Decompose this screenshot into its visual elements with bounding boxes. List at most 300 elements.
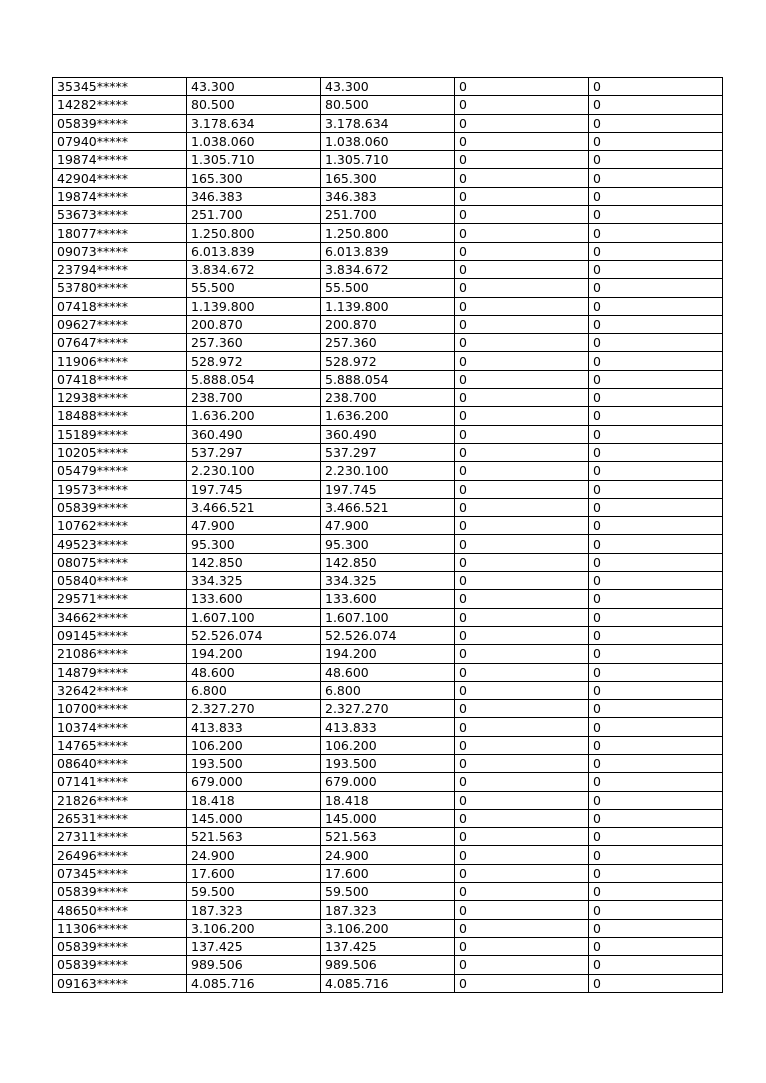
table-row: [53, 169, 723, 187]
zero-cell-2: 0: [589, 846, 723, 864]
table-row: [53, 937, 723, 955]
id-cell: 18488*****: [53, 407, 187, 425]
zero-cell: 0: [455, 919, 589, 937]
id-cell: 14282*****: [53, 96, 187, 114]
amount-cell: 360.490: [187, 425, 321, 443]
id-cell: 05839*****: [53, 937, 187, 955]
zero-cell: 0: [455, 260, 589, 278]
amount-cell: 238.700: [187, 389, 321, 407]
id-cell: 32642*****: [53, 681, 187, 699]
amount-repeat-cell: 133.600: [321, 590, 455, 608]
zero-cell-2: 0: [589, 974, 723, 992]
id-cell: 10762*****: [53, 517, 187, 535]
zero-cell-2: 0: [589, 572, 723, 590]
amount-repeat-cell: 5.888.054: [321, 370, 455, 388]
table-row: [53, 187, 723, 205]
zero-cell-2: 0: [589, 919, 723, 937]
amount-repeat-cell: 48.600: [321, 663, 455, 681]
zero-cell-2: 0: [589, 645, 723, 663]
zero-cell: 0: [455, 791, 589, 809]
amount-repeat-cell: 1.038.060: [321, 132, 455, 150]
amount-repeat-cell: 106.200: [321, 736, 455, 754]
amount-repeat-cell: 4.085.716: [321, 974, 455, 992]
zero-cell: 0: [455, 462, 589, 480]
zero-cell-2: 0: [589, 937, 723, 955]
zero-cell: 0: [455, 96, 589, 114]
table-row: [53, 901, 723, 919]
amount-cell: 257.360: [187, 334, 321, 352]
amount-cell: 59.500: [187, 883, 321, 901]
zero-cell: 0: [455, 187, 589, 205]
table-row: [53, 809, 723, 827]
amount-repeat-cell: 1.636.200: [321, 407, 455, 425]
zero-cell-2: 0: [589, 224, 723, 242]
zero-cell-2: 0: [589, 114, 723, 132]
amount-repeat-cell: 521.563: [321, 828, 455, 846]
amount-repeat-cell: 413.833: [321, 718, 455, 736]
zero-cell: 0: [455, 443, 589, 461]
id-cell: 42904*****: [53, 169, 187, 187]
amount-cell: 145.000: [187, 809, 321, 827]
id-cell: 05479*****: [53, 462, 187, 480]
amount-repeat-cell: 2.230.100: [321, 462, 455, 480]
table-row: [53, 791, 723, 809]
zero-cell-2: 0: [589, 443, 723, 461]
id-cell: 05840*****: [53, 572, 187, 590]
zero-cell-2: 0: [589, 407, 723, 425]
table-row: [53, 736, 723, 754]
table-row: [53, 681, 723, 699]
amount-cell: 52.526.074: [187, 626, 321, 644]
zero-cell: 0: [455, 572, 589, 590]
zero-cell-2: 0: [589, 352, 723, 370]
table-row: [53, 663, 723, 681]
amount-repeat-cell: 200.870: [321, 315, 455, 333]
zero-cell: 0: [455, 151, 589, 169]
amount-cell: 1.250.800: [187, 224, 321, 242]
zero-cell-2: 0: [589, 132, 723, 150]
id-cell: 26531*****: [53, 809, 187, 827]
amount-repeat-cell: 537.297: [321, 443, 455, 461]
zero-cell: 0: [455, 956, 589, 974]
id-cell: 10374*****: [53, 718, 187, 736]
id-cell: 07141*****: [53, 773, 187, 791]
table-row: [53, 590, 723, 608]
amount-repeat-cell: 1.305.710: [321, 151, 455, 169]
id-cell: 09145*****: [53, 626, 187, 644]
amount-cell: 1.038.060: [187, 132, 321, 150]
table-row: [53, 242, 723, 260]
id-cell: 05839*****: [53, 114, 187, 132]
id-cell: 11906*****: [53, 352, 187, 370]
table-row: [53, 498, 723, 516]
table-row: [53, 956, 723, 974]
amount-repeat-cell: 194.200: [321, 645, 455, 663]
amount-cell: 1.607.100: [187, 608, 321, 626]
table-row: [53, 535, 723, 553]
zero-cell: 0: [455, 736, 589, 754]
id-cell: 07418*****: [53, 370, 187, 388]
table-row: [53, 224, 723, 242]
id-cell: 07345*****: [53, 864, 187, 882]
zero-cell: 0: [455, 901, 589, 919]
table-row: [53, 206, 723, 224]
table-row: [53, 754, 723, 772]
amount-cell: 989.506: [187, 956, 321, 974]
zero-cell-2: 0: [589, 96, 723, 114]
amount-repeat-cell: 95.300: [321, 535, 455, 553]
amount-cell: 193.500: [187, 754, 321, 772]
zero-cell: 0: [455, 809, 589, 827]
amount-repeat-cell: 197.745: [321, 480, 455, 498]
zero-cell: 0: [455, 425, 589, 443]
amount-repeat-cell: 3.178.634: [321, 114, 455, 132]
zero-cell: 0: [455, 681, 589, 699]
amount-cell: 537.297: [187, 443, 321, 461]
id-cell: 09627*****: [53, 315, 187, 333]
zero-cell: 0: [455, 535, 589, 553]
id-cell: 21826*****: [53, 791, 187, 809]
zero-cell-2: 0: [589, 608, 723, 626]
zero-cell-2: 0: [589, 206, 723, 224]
zero-cell: 0: [455, 297, 589, 315]
id-cell: 19874*****: [53, 151, 187, 169]
amount-cell: 413.833: [187, 718, 321, 736]
table-row: [53, 389, 723, 407]
zero-cell: 0: [455, 590, 589, 608]
zero-cell-2: 0: [589, 883, 723, 901]
zero-cell: 0: [455, 773, 589, 791]
amount-cell: 133.600: [187, 590, 321, 608]
id-cell: 23794*****: [53, 260, 187, 278]
table-row: [53, 151, 723, 169]
amount-cell: 24.900: [187, 846, 321, 864]
amount-repeat-cell: 679.000: [321, 773, 455, 791]
table-row: [53, 974, 723, 992]
amount-cell: 137.425: [187, 937, 321, 955]
id-cell: 35345*****: [53, 78, 187, 96]
zero-cell-2: 0: [589, 370, 723, 388]
amount-cell: 251.700: [187, 206, 321, 224]
amount-repeat-cell: 59.500: [321, 883, 455, 901]
zero-cell-2: 0: [589, 517, 723, 535]
table-row: [53, 370, 723, 388]
amount-cell: 55.500: [187, 279, 321, 297]
table-row: [53, 279, 723, 297]
id-cell: 19874*****: [53, 187, 187, 205]
id-cell: 12938*****: [53, 389, 187, 407]
zero-cell: 0: [455, 78, 589, 96]
amount-cell: 197.745: [187, 480, 321, 498]
amount-cell: 165.300: [187, 169, 321, 187]
zero-cell: 0: [455, 937, 589, 955]
id-cell: 10700*****: [53, 700, 187, 718]
zero-cell-2: 0: [589, 462, 723, 480]
amount-cell: 142.850: [187, 553, 321, 571]
table-row: [53, 132, 723, 150]
zero-cell: 0: [455, 480, 589, 498]
amount-cell: 6.800: [187, 681, 321, 699]
amount-repeat-cell: 17.600: [321, 864, 455, 882]
table-row: [53, 608, 723, 626]
id-cell: 05839*****: [53, 956, 187, 974]
table-row: [53, 718, 723, 736]
zero-cell: 0: [455, 114, 589, 132]
zero-cell: 0: [455, 974, 589, 992]
table-row: [53, 297, 723, 315]
zero-cell-2: 0: [589, 187, 723, 205]
table-row: [53, 773, 723, 791]
table-row: [53, 572, 723, 590]
zero-cell-2: 0: [589, 553, 723, 571]
zero-cell-2: 0: [589, 773, 723, 791]
id-cell: 53673*****: [53, 206, 187, 224]
zero-cell: 0: [455, 553, 589, 571]
zero-cell-2: 0: [589, 681, 723, 699]
amount-cell: 334.325: [187, 572, 321, 590]
amount-repeat-cell: 3.834.672: [321, 260, 455, 278]
id-cell: 29571*****: [53, 590, 187, 608]
table-row: [53, 425, 723, 443]
amount-cell: 528.972: [187, 352, 321, 370]
zero-cell: 0: [455, 242, 589, 260]
table-row: [53, 883, 723, 901]
amount-repeat-cell: 528.972: [321, 352, 455, 370]
id-cell: 14879*****: [53, 663, 187, 681]
table-row: [53, 407, 723, 425]
amount-cell: 106.200: [187, 736, 321, 754]
zero-cell: 0: [455, 315, 589, 333]
table-row: [53, 480, 723, 498]
zero-cell-2: 0: [589, 315, 723, 333]
zero-cell-2: 0: [589, 718, 723, 736]
table-row: [53, 645, 723, 663]
zero-cell: 0: [455, 279, 589, 297]
table-row: [53, 96, 723, 114]
id-cell: 34662*****: [53, 608, 187, 626]
amount-cell: 3.106.200: [187, 919, 321, 937]
zero-cell-2: 0: [589, 809, 723, 827]
amount-cell: 4.085.716: [187, 974, 321, 992]
amount-repeat-cell: 6.800: [321, 681, 455, 699]
zero-cell-2: 0: [589, 663, 723, 681]
table-row: [53, 114, 723, 132]
amount-repeat-cell: 80.500: [321, 96, 455, 114]
id-cell: 53780*****: [53, 279, 187, 297]
zero-cell-2: 0: [589, 828, 723, 846]
table-row: [53, 626, 723, 644]
amount-repeat-cell: 238.700: [321, 389, 455, 407]
amount-cell: 6.013.839: [187, 242, 321, 260]
amount-cell: 1.139.800: [187, 297, 321, 315]
zero-cell: 0: [455, 352, 589, 370]
id-cell: 14765*****: [53, 736, 187, 754]
zero-cell: 0: [455, 407, 589, 425]
amount-cell: 194.200: [187, 645, 321, 663]
zero-cell-2: 0: [589, 78, 723, 96]
zero-cell: 0: [455, 645, 589, 663]
zero-cell-2: 0: [589, 279, 723, 297]
zero-cell-2: 0: [589, 242, 723, 260]
zero-cell: 0: [455, 663, 589, 681]
table-row: [53, 864, 723, 882]
zero-cell: 0: [455, 334, 589, 352]
amount-cell: 200.870: [187, 315, 321, 333]
amount-cell: 3.834.672: [187, 260, 321, 278]
zero-cell-2: 0: [589, 901, 723, 919]
amount-repeat-cell: 1.250.800: [321, 224, 455, 242]
amount-repeat-cell: 187.323: [321, 901, 455, 919]
amount-cell: 95.300: [187, 535, 321, 553]
amount-repeat-cell: 24.900: [321, 846, 455, 864]
amount-cell: 521.563: [187, 828, 321, 846]
amount-cell: 3.178.634: [187, 114, 321, 132]
zero-cell: 0: [455, 608, 589, 626]
zero-cell-2: 0: [589, 590, 723, 608]
zero-cell-2: 0: [589, 425, 723, 443]
amount-repeat-cell: 1.139.800: [321, 297, 455, 315]
zero-cell-2: 0: [589, 498, 723, 516]
table-row: [53, 828, 723, 846]
zero-cell: 0: [455, 206, 589, 224]
table-row: [53, 352, 723, 370]
zero-cell-2: 0: [589, 736, 723, 754]
zero-cell: 0: [455, 224, 589, 242]
amount-cell: 48.600: [187, 663, 321, 681]
amount-repeat-cell: 989.506: [321, 956, 455, 974]
amount-repeat-cell: 193.500: [321, 754, 455, 772]
amount-cell: 18.418: [187, 791, 321, 809]
amount-repeat-cell: 52.526.074: [321, 626, 455, 644]
amount-repeat-cell: 3.106.200: [321, 919, 455, 937]
zero-cell: 0: [455, 389, 589, 407]
amount-repeat-cell: 18.418: [321, 791, 455, 809]
id-cell: 11306*****: [53, 919, 187, 937]
amount-cell: 80.500: [187, 96, 321, 114]
table-row: [53, 78, 723, 96]
id-cell: 19573*****: [53, 480, 187, 498]
amount-cell: 47.900: [187, 517, 321, 535]
zero-cell-2: 0: [589, 151, 723, 169]
zero-cell: 0: [455, 864, 589, 882]
id-cell: 27311*****: [53, 828, 187, 846]
data-table: [52, 77, 723, 993]
amount-cell: 5.888.054: [187, 370, 321, 388]
id-cell: 15189*****: [53, 425, 187, 443]
table-row: [53, 517, 723, 535]
zero-cell-2: 0: [589, 535, 723, 553]
amount-repeat-cell: 1.607.100: [321, 608, 455, 626]
id-cell: 07418*****: [53, 297, 187, 315]
amount-cell: 679.000: [187, 773, 321, 791]
id-cell: 18077*****: [53, 224, 187, 242]
zero-cell-2: 0: [589, 389, 723, 407]
table-row: [53, 553, 723, 571]
amount-repeat-cell: 257.360: [321, 334, 455, 352]
id-cell: 07647*****: [53, 334, 187, 352]
amount-repeat-cell: 346.383: [321, 187, 455, 205]
zero-cell: 0: [455, 169, 589, 187]
zero-cell-2: 0: [589, 700, 723, 718]
table-row: [53, 919, 723, 937]
zero-cell: 0: [455, 828, 589, 846]
amount-cell: 346.383: [187, 187, 321, 205]
id-cell: 10205*****: [53, 443, 187, 461]
zero-cell-2: 0: [589, 260, 723, 278]
amount-repeat-cell: 334.325: [321, 572, 455, 590]
table-row: [53, 700, 723, 718]
amount-cell: 17.600: [187, 864, 321, 882]
zero-cell: 0: [455, 846, 589, 864]
amount-repeat-cell: 251.700: [321, 206, 455, 224]
amount-repeat-cell: 55.500: [321, 279, 455, 297]
amount-repeat-cell: 47.900: [321, 517, 455, 535]
table-row: [53, 315, 723, 333]
amount-cell: 187.323: [187, 901, 321, 919]
amount-repeat-cell: 6.013.839: [321, 242, 455, 260]
zero-cell-2: 0: [589, 791, 723, 809]
zero-cell: 0: [455, 700, 589, 718]
id-cell: 05839*****: [53, 498, 187, 516]
amount-repeat-cell: 3.466.521: [321, 498, 455, 516]
id-cell: 48650*****: [53, 901, 187, 919]
id-cell: 09163*****: [53, 974, 187, 992]
amount-repeat-cell: 165.300: [321, 169, 455, 187]
zero-cell-2: 0: [589, 956, 723, 974]
table-row: [53, 846, 723, 864]
id-cell: 21086*****: [53, 645, 187, 663]
zero-cell: 0: [455, 370, 589, 388]
amount-cell: 2.327.270: [187, 700, 321, 718]
id-cell: 49523*****: [53, 535, 187, 553]
id-cell: 05839*****: [53, 883, 187, 901]
amount-cell: 1.636.200: [187, 407, 321, 425]
amount-cell: 2.230.100: [187, 462, 321, 480]
zero-cell-2: 0: [589, 626, 723, 644]
zero-cell: 0: [455, 718, 589, 736]
amount-cell: 43.300: [187, 78, 321, 96]
zero-cell-2: 0: [589, 480, 723, 498]
amount-repeat-cell: 145.000: [321, 809, 455, 827]
amount-repeat-cell: 2.327.270: [321, 700, 455, 718]
amount-repeat-cell: 360.490: [321, 425, 455, 443]
amount-cell: 1.305.710: [187, 151, 321, 169]
id-cell: 07940*****: [53, 132, 187, 150]
zero-cell: 0: [455, 626, 589, 644]
id-cell: 08640*****: [53, 754, 187, 772]
table-row: [53, 443, 723, 461]
zero-cell: 0: [455, 517, 589, 535]
table-row: [53, 334, 723, 352]
amount-repeat-cell: 137.425: [321, 937, 455, 955]
table-body: [53, 78, 723, 993]
zero-cell: 0: [455, 132, 589, 150]
table-row: [53, 462, 723, 480]
zero-cell-2: 0: [589, 754, 723, 772]
zero-cell: 0: [455, 754, 589, 772]
id-cell: 26496*****: [53, 846, 187, 864]
amount-cell: 3.466.521: [187, 498, 321, 516]
zero-cell-2: 0: [589, 864, 723, 882]
amount-repeat-cell: 142.850: [321, 553, 455, 571]
zero-cell-2: 0: [589, 334, 723, 352]
zero-cell: 0: [455, 498, 589, 516]
amount-repeat-cell: 43.300: [321, 78, 455, 96]
zero-cell: 0: [455, 883, 589, 901]
id-cell: 08075*****: [53, 553, 187, 571]
table-row: [53, 260, 723, 278]
zero-cell-2: 0: [589, 169, 723, 187]
